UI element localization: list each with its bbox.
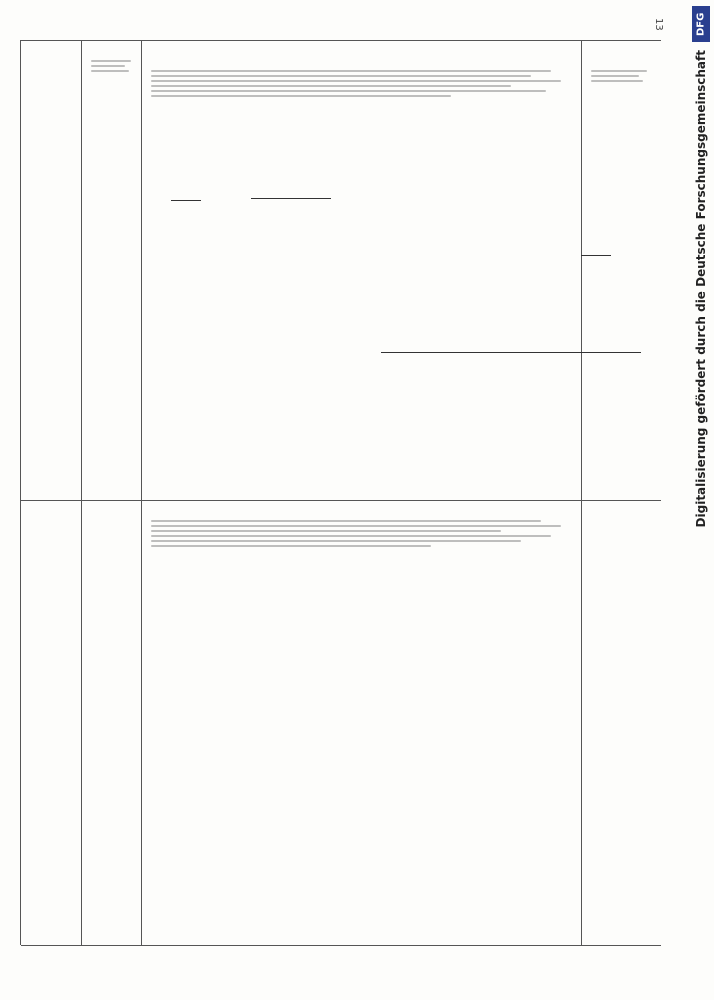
short-rule [581, 255, 611, 256]
text-block [151, 70, 571, 97]
text-block [91, 60, 131, 72]
page-number: 13 [653, 18, 664, 31]
table-top-rule [21, 40, 661, 41]
short-rule [251, 198, 331, 199]
dfg-logo: DFG [692, 6, 710, 42]
table-bottom-rule [21, 945, 661, 946]
text-block [151, 520, 571, 547]
column-rule [581, 40, 582, 945]
register-table [20, 40, 661, 945]
funder-strip [688, 0, 714, 1000]
short-rule [171, 200, 201, 201]
funder-credit: Digitalisierung gefördert durch die Deutsche Forschungsgemeinschaft [694, 50, 708, 528]
column-rule [141, 40, 142, 945]
short-rule [381, 352, 641, 353]
text-block [591, 70, 651, 82]
section-divider [21, 500, 661, 501]
column-rule [81, 40, 82, 945]
